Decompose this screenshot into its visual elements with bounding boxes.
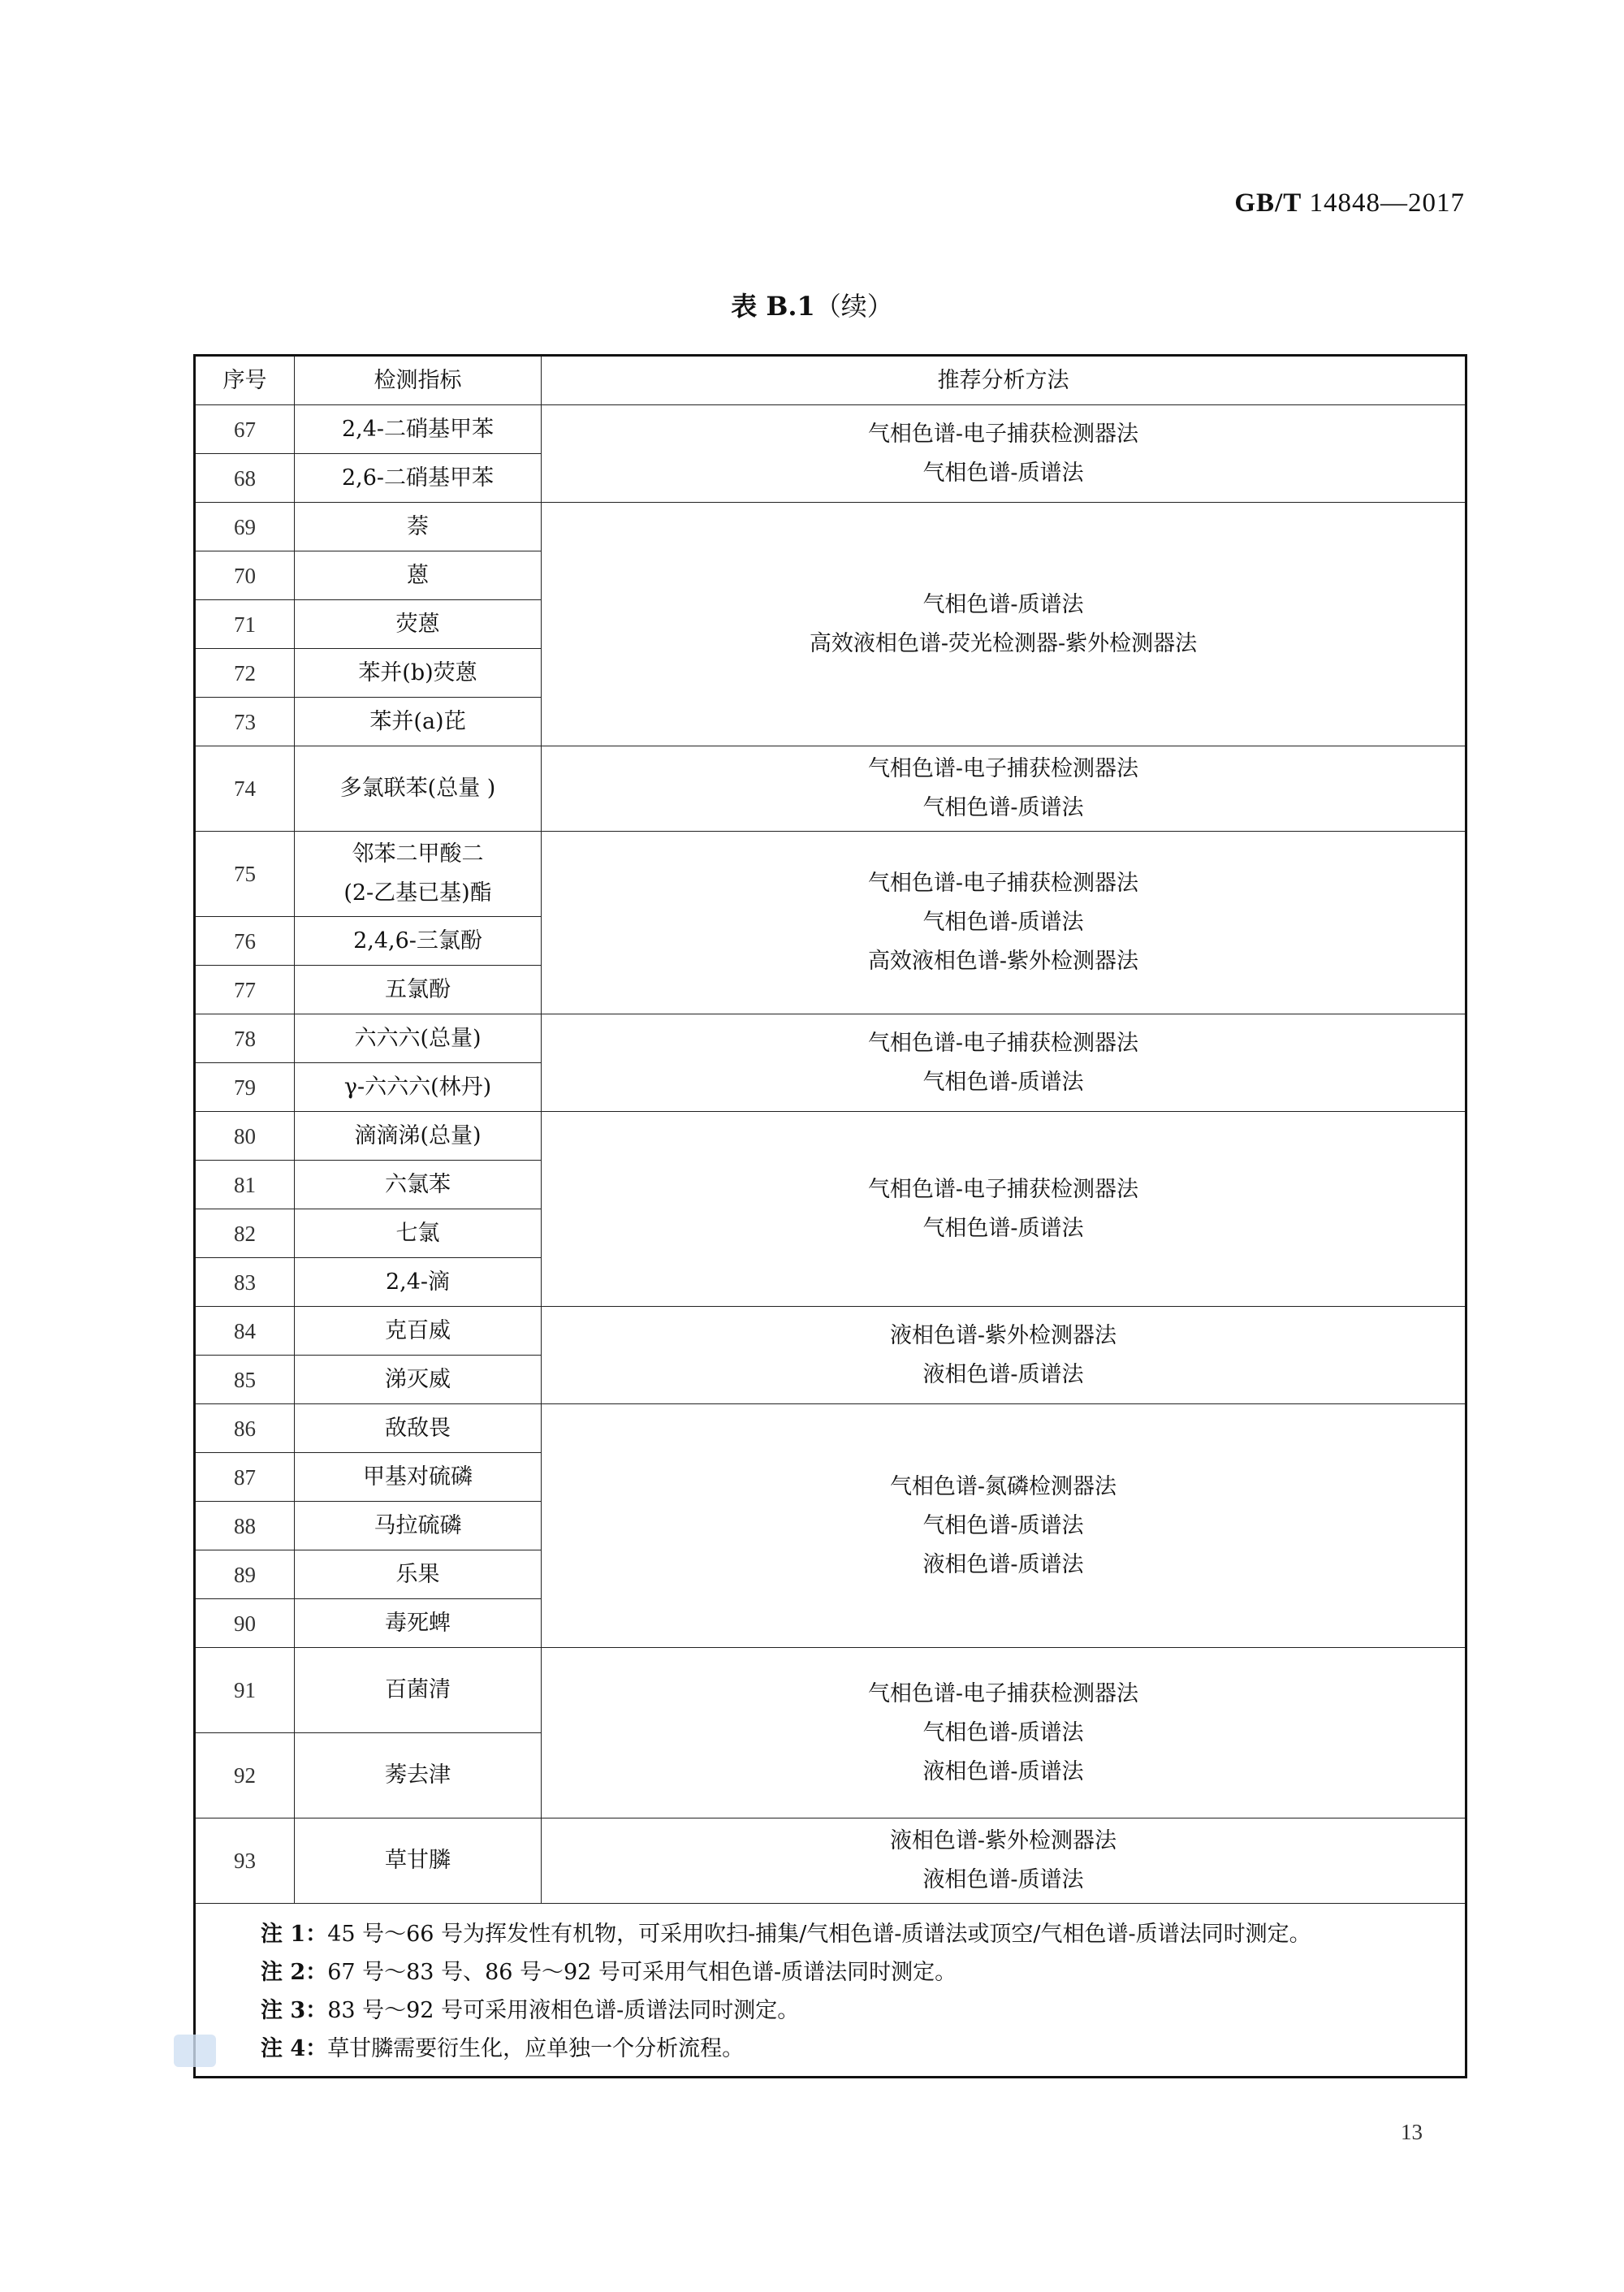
indicator-name: 2,4-滴 (295, 1258, 542, 1307)
row-number: 73 (195, 698, 295, 746)
indicator-name-line: (2-乙基已基)酯 (343, 880, 492, 906)
row-number: 70 (195, 551, 295, 600)
method-line: 气相色谱-质谱法 (922, 1069, 1084, 1095)
indicator-name: 萘 (295, 503, 542, 551)
note-text: 83 号～92 号可采用液相色谱-质谱法同时测定。 (327, 1998, 800, 2023)
method-line: 气相色谱-质谱法 (922, 910, 1084, 935)
header-index: 序号 (195, 356, 295, 405)
analysis-method-table (193, 354, 1467, 2078)
method-line: 高效液相色谱-荧光检测器-紫外检测器法 (809, 630, 1198, 656)
method-cell (542, 405, 1466, 503)
method-cell (542, 1307, 1466, 1404)
table-row (195, 1648, 1466, 1733)
row-number: 76 (195, 917, 295, 966)
note-3 (261, 1991, 1465, 2030)
note-2 (261, 1953, 1465, 1991)
note-text: 草甘膦需要衍生化，应单独一个分析流程。 (327, 2036, 745, 2061)
row-number: 93 (195, 1818, 295, 1904)
indicator-name (295, 832, 542, 917)
row-number: 79 (195, 1063, 295, 1112)
row-number: 88 (195, 1502, 295, 1550)
row-number: 83 (195, 1258, 295, 1307)
indicator-name: 2,4,6-三氯酚 (295, 917, 542, 966)
indicator-name: 六六六(总量) (295, 1014, 542, 1063)
indicator-name: 七氯 (295, 1209, 542, 1258)
method-line: 气相色谱-氮磷检测器法 (889, 1473, 1117, 1499)
header-method: 推荐分析方法 (542, 356, 1466, 405)
row-number: 69 (195, 503, 295, 551)
row-number: 72 (195, 649, 295, 698)
note-4 (261, 2030, 1465, 2068)
header-indicator: 检测指标 (295, 356, 542, 405)
method-line: 气相色谱-电子捕获检测器法 (867, 1680, 1139, 1706)
note-label: 注 1： (261, 1922, 328, 1947)
method-cell (542, 746, 1466, 832)
indicator-name: 五氯酚 (295, 966, 542, 1014)
row-number: 82 (195, 1209, 295, 1258)
method-cell (542, 503, 1466, 746)
indicator-name: 2,4-二硝基甲苯 (295, 405, 542, 454)
table-row (195, 503, 1466, 551)
standard-code (1234, 188, 1465, 218)
indicator-name: 草甘膦 (295, 1818, 542, 1904)
method-cell (542, 1112, 1466, 1307)
method-line: 气相色谱-电子捕获检测器法 (867, 871, 1139, 896)
indicator-name: 百菌清 (295, 1648, 542, 1733)
table-row (195, 746, 1466, 832)
row-number: 80 (195, 1112, 295, 1161)
standard-number: 14848—2017 (1309, 188, 1465, 218)
standard-prefix: GB/T (1234, 188, 1302, 218)
indicator-name: 克百威 (295, 1307, 542, 1356)
method-line: 气相色谱-质谱法 (922, 591, 1084, 617)
note-1 (261, 1915, 1465, 1953)
row-number: 92 (195, 1733, 295, 1818)
page-number: 13 (1401, 2120, 1423, 2144)
method-line: 液相色谱-紫外检测器法 (889, 1322, 1117, 1348)
table-header-row (195, 356, 1466, 405)
row-number: 84 (195, 1307, 295, 1356)
note-label: 注 3： (261, 1998, 328, 2023)
method-line: 液相色谱-质谱法 (922, 1867, 1084, 1892)
method-line: 气相色谱-质谱法 (922, 795, 1084, 820)
indicator-name: 莠去津 (295, 1733, 542, 1818)
notes-cell (195, 1904, 1466, 2078)
method-cell (542, 1648, 1466, 1818)
watermark-logo (174, 2035, 216, 2067)
note-text: 67 号～83 号、86 号～92 号可采用气相色谱-质谱法同时测定。 (327, 1960, 957, 1985)
table-row (195, 1014, 1466, 1063)
method-cell (542, 832, 1466, 1014)
indicator-name: 荧蒽 (295, 600, 542, 649)
indicator-name: 苯并(b)荧蒽 (295, 649, 542, 698)
row-number: 85 (195, 1356, 295, 1404)
row-number: 89 (195, 1550, 295, 1599)
indicator-name: 毒死蜱 (295, 1599, 542, 1648)
table-row (195, 405, 1466, 454)
indicator-name: 六氯苯 (295, 1161, 542, 1209)
indicator-name: 涕灭威 (295, 1356, 542, 1404)
note-label: 注 2： (261, 1960, 328, 1985)
indicator-name: 2,6-二硝基甲苯 (295, 454, 542, 503)
note-label: 注 4： (261, 2036, 328, 2061)
row-number: 86 (195, 1404, 295, 1453)
table-title-prefix: 表 B.1 (731, 291, 815, 322)
row-number: 75 (195, 832, 295, 917)
row-number: 91 (195, 1648, 295, 1733)
table-title-suffix: （续） (814, 291, 893, 322)
table-row (195, 1307, 1466, 1356)
method-line: 气相色谱-电子捕获检测器法 (867, 421, 1139, 447)
indicator-name: 苯并(a)芘 (295, 698, 542, 746)
method-line: 液相色谱-质谱法 (922, 1551, 1084, 1577)
row-number: 68 (195, 454, 295, 503)
note-text: 45 号～66 号为挥发性有机物，可采用吹扫-捕集/气相色谱-质谱法或顶空/气相色谱-质谱法同时测定。 (327, 1922, 1311, 1947)
row-number: 87 (195, 1453, 295, 1502)
table-row (195, 1818, 1466, 1904)
row-number: 77 (195, 966, 295, 1014)
method-line: 液相色谱-质谱法 (922, 1361, 1084, 1387)
indicator-name: 甲基对硫磷 (295, 1453, 542, 1502)
method-cell (542, 1404, 1466, 1648)
indicator-name: 蒽 (295, 551, 542, 600)
method-line: 气相色谱-质谱法 (922, 1512, 1084, 1538)
row-number: 74 (195, 746, 295, 832)
row-number: 78 (195, 1014, 295, 1063)
indicator-name: 多氯联苯(总量 ) (295, 746, 542, 832)
table-row (195, 1404, 1466, 1453)
table-row (195, 832, 1466, 917)
method-line: 气相色谱-电子捕获检测器法 (867, 1030, 1139, 1056)
notes-row (195, 1904, 1466, 2078)
method-line: 气相色谱-质谱法 (922, 1215, 1084, 1241)
table-row (195, 1112, 1466, 1161)
indicator-name: 滴滴涕(总量) (295, 1112, 542, 1161)
indicator-name: γ-六六六(林丹) (295, 1063, 542, 1112)
method-cell (542, 1818, 1466, 1904)
indicator-name-line: 邻苯二甲酸二 (352, 841, 484, 867)
row-number: 90 (195, 1599, 295, 1648)
indicator-name: 敌敌畏 (295, 1404, 542, 1453)
method-line: 液相色谱-质谱法 (922, 1758, 1084, 1784)
indicator-name: 乐果 (295, 1550, 542, 1599)
method-line: 气相色谱-电子捕获检测器法 (867, 756, 1139, 781)
row-number: 81 (195, 1161, 295, 1209)
row-number: 67 (195, 405, 295, 454)
method-line: 气相色谱-质谱法 (922, 1719, 1084, 1745)
method-line: 气相色谱-电子捕获检测器法 (867, 1176, 1139, 1202)
method-line: 气相色谱-质谱法 (922, 460, 1084, 486)
method-line: 高效液相色谱-紫外检测器法 (867, 949, 1139, 974)
table-title (0, 286, 1624, 323)
method-line: 液相色谱-紫外检测器法 (889, 1828, 1117, 1853)
row-number: 71 (195, 600, 295, 649)
indicator-name: 马拉硫磷 (295, 1502, 542, 1550)
method-cell (542, 1014, 1466, 1112)
